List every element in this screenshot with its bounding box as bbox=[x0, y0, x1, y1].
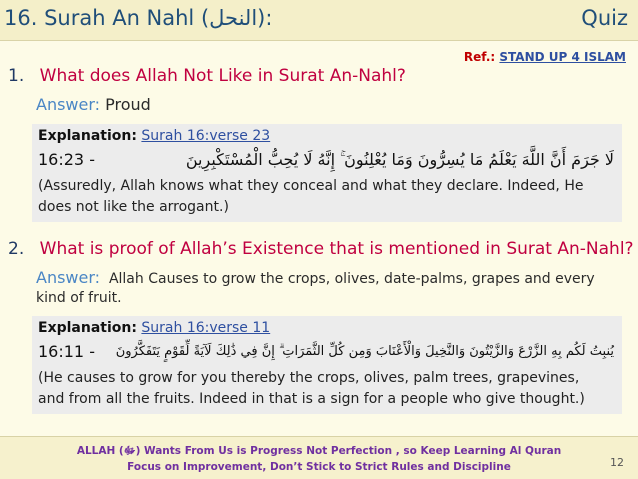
slide-header bbox=[0, 0, 638, 41]
question-2 bbox=[8, 239, 634, 259]
footer-line-2: Focus on Improvement, Don’t Stick to Strict Rules and Discipline bbox=[127, 461, 511, 473]
question-1-text: What does Allah Not Like in Surat An-Nahl? bbox=[39, 66, 406, 86]
footer-line-1: ALLAH (ﷻ) Wants From Us is Progress Not Perfection , so Keep Learning Al Quran bbox=[76, 445, 562, 457]
slide-title: 16. Surah An Nahl (النحل): bbox=[4, 6, 273, 30]
explanation-1-header bbox=[38, 128, 270, 144]
page-number: 12 bbox=[610, 456, 624, 469]
explanation-2-label: Explanation: bbox=[38, 320, 137, 336]
explanation-panel-2 bbox=[32, 316, 622, 414]
verse-2 bbox=[38, 342, 614, 361]
answer-1-label: Answer: bbox=[36, 95, 101, 114]
explanation-1-link[interactable]: Surah 16:verse 23 bbox=[141, 128, 271, 144]
answer-1-text: Proud bbox=[105, 95, 151, 114]
explanation-panel-1 bbox=[32, 124, 622, 222]
answer-1 bbox=[36, 95, 151, 114]
verse-1-ref: 16:23 - bbox=[38, 150, 95, 169]
quiz-label: Quiz bbox=[581, 6, 628, 30]
explanation-1-label: Explanation: bbox=[38, 128, 137, 144]
answer-2-text-line1: Allah Causes to grow the crops, olives, date-palms, grapes and every bbox=[108, 271, 595, 287]
translation-2-line2: and from all the fruits. Indeed in that is a sign for a people who give thought.) bbox=[38, 391, 585, 407]
translation-1-line1: (Assuredly, Allah knows what they conceal and what they declare. Indeed, He bbox=[38, 178, 584, 194]
explanation-2-header bbox=[38, 320, 270, 336]
verse-2-arabic: يُنبِتُ لَكُم بِهِ الزَّرْعَ وَالزَّيْتُونَ وَالنَّخِيلَ وَالْأَعْنَابَ وَمِن كُلِّ الثَّمَرَاتِ ۗ إِنَّ فِي ذَٰلِكَ لَآيَةً لِّقَوْمٍ يَتَفَكَّرُونَ bbox=[115, 344, 614, 359]
translation-1-line2: does not like the arrogant.) bbox=[38, 199, 229, 215]
verse-1 bbox=[38, 150, 614, 170]
verse-2-ref: 16:11 - bbox=[38, 342, 95, 361]
slide-footer bbox=[0, 436, 638, 479]
answer-2 bbox=[36, 268, 595, 287]
question-1 bbox=[8, 66, 406, 86]
question-1-number: 1. bbox=[8, 66, 25, 86]
question-2-number: 2. bbox=[8, 239, 25, 259]
explanation-2-link[interactable]: Surah 16:verse 11 bbox=[141, 320, 271, 336]
reference bbox=[464, 50, 626, 64]
reference-prefix: Ref.: bbox=[463, 50, 496, 64]
question-2-text: What is proof of Allah’s Existence that is mentioned in Surat An-Nahl? bbox=[39, 239, 634, 259]
answer-2-line2: kind of fruit. bbox=[36, 290, 122, 306]
verse-1-arabic: لَا جَرَمَ أَنَّ اللَّهَ يَعْلَمُ مَا يُسِرُّونَ وَمَا يُعْلِنُونَ ۚ إِنَّهُ لَا يُحِبُّ الْمُسْتَكْبِرِينَ bbox=[185, 150, 614, 169]
translation-2-line1: (He causes to grow for you thereby the crops, olives, palm trees, grapevines, bbox=[38, 370, 580, 386]
reference-link[interactable]: STAND UP 4 ISLAM bbox=[499, 50, 626, 64]
answer-2-label: Answer: bbox=[36, 268, 101, 287]
